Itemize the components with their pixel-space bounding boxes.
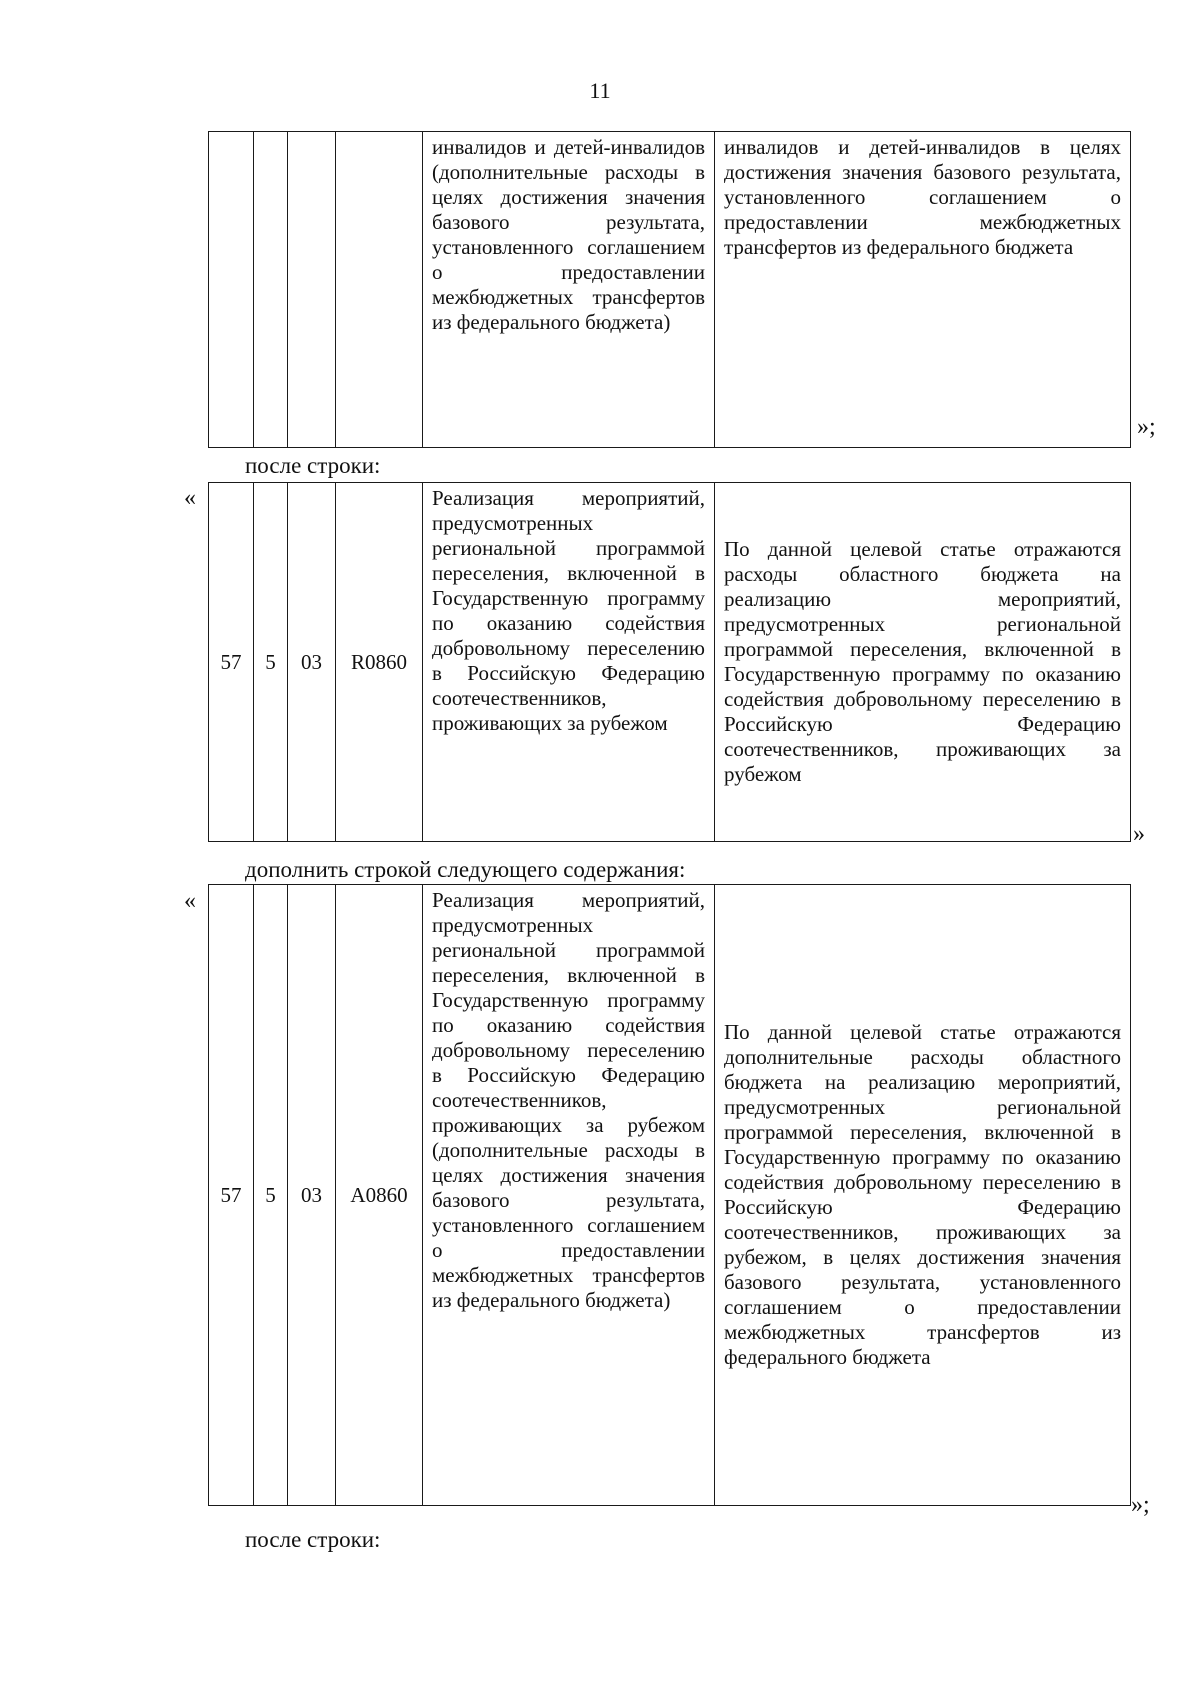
page-number: 11 <box>589 78 611 103</box>
direction-code-cell <box>336 132 423 448</box>
subprogram-code-cell: 5 <box>254 483 288 842</box>
direction-code-cell: A0860 <box>336 885 423 1506</box>
closing-quote: » <box>1133 821 1145 847</box>
section-code-cell: 57 <box>209 483 254 842</box>
direction-code-cell: R0860 <box>336 483 423 842</box>
opening-quote: « <box>184 888 196 914</box>
opening-quote: « <box>184 485 196 511</box>
instruction-after-row: после строки: <box>245 1527 381 1552</box>
r0860-row-table <box>208 482 1131 842</box>
continued-row-table <box>208 131 1131 448</box>
section-code-cell <box>209 132 254 448</box>
closing-quote: »; <box>1137 414 1156 440</box>
article-description-cell: По данной целевой статье отражаются расходы областного бюджета на реализацию мероприятий, предусмотренных региональной программой переселения, включенной в Государственную программу по оказанию содействия добровольному переселению в Российскую Федерацию соотечественников, проживающих за рубежом <box>715 483 1131 842</box>
subprogram-code-cell: 5 <box>254 885 288 1506</box>
closing-quote: »; <box>1131 1492 1150 1518</box>
article-name-cell: инвалидов и детей-инвалидов (дополнительные расходы в целях достижения значения базового результата, установленного соглашением о предоставлении межбюджетных трансфертов из федерального бюджета) <box>423 132 715 448</box>
table-row <box>209 483 1131 842</box>
article-description-cell: По данной целевой статье отражаются дополнительные расходы областного бюджета на реализацию мероприятий, предусмотренных региональной программой переселения, включенной в Государственную программу по оказанию содействия добровольному переселению в Российскую Федерацию соотечественников, проживающих за рубежом, в целях достижения значения базового результата, установленного соглашением о предоставлении межбюджетных трансфертов из федерального бюджета <box>715 885 1131 1506</box>
event-code-cell <box>288 132 336 448</box>
table-row <box>209 132 1131 448</box>
article-name-cell: Реализация мероприятий, предусмотренных региональной программой переселения, включенной в Государственную программу по оказанию содействия добровольному переселению в Российскую Федерацию соотечественников, проживающих за рубежом <box>423 483 715 842</box>
article-description-cell: инвалидов и детей-инвалидов в целях достижения значения базового результата, установленного соглашением о предоставлении межбюджетных трансфертов из федерального бюджета <box>715 132 1131 448</box>
section-code-cell: 57 <box>209 885 254 1506</box>
instruction-after-row: после строки: <box>245 453 381 478</box>
subprogram-code-cell <box>254 132 288 448</box>
article-name-cell: Реализация мероприятий, предусмотренных региональной программой переселения, включенной в Государственную программу по оказанию содействия добровольному переселению в Российскую Федерацию соотечественников, проживающих за рубежом (дополнительные расходы в целях достижения значения базового результата, установленного соглашением о предоставлении межбюджетных трансфертов из федерального бюджета) <box>423 885 715 1506</box>
table-row <box>209 885 1131 1506</box>
a0860-row-table <box>208 884 1131 1506</box>
instruction-add-row: дополнить строкой следующего содержания: <box>245 857 686 882</box>
event-code-cell: 03 <box>288 483 336 842</box>
event-code-cell: 03 <box>288 885 336 1506</box>
